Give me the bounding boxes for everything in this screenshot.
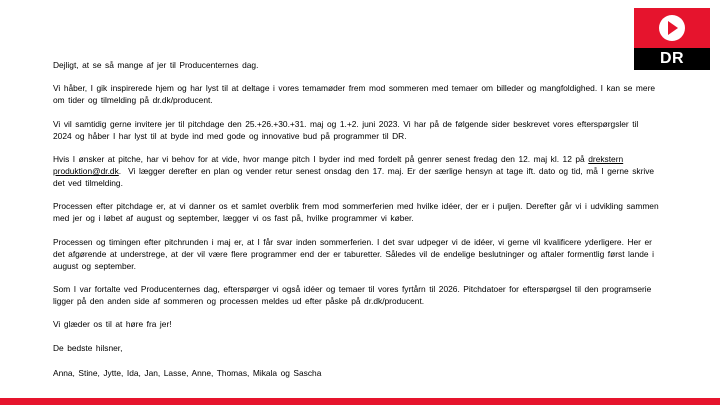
footer-red-bar: [0, 398, 720, 405]
dr-logo-red-block: [634, 8, 710, 48]
letter-paragraph-5: Processen og timingen efter pitchrunden i maj er, at I får svar inden sommerferien. I det svar udpeger vi de idéer, vi gerne vil kvalificere yderligere. Her er det afgørende at understrege, at der vil være flere programmer end der er taburetter. Således vil de endelige beslutninger og aftaler formentlig først lande i august og september.: [53, 236, 654, 271]
dr-play-circle-icon: [659, 15, 685, 41]
letter-paragraph-3-part-b: . Vi lægger derefter en plan og vender retur senest onsdag den 17. maj. Er der særlige hensyn at tage ift. dato og tid, må I gerne skrive det ved tilmelding.: [53, 166, 655, 188]
letter-closing-line: Vi glæder os til at høre fra jer!: [53, 319, 172, 330]
letter-paragraph-3: [53, 154, 660, 190]
letter-paragraph-1: Vi håber, I gik inspirerede hjem og har lyst til at deltage i vores temamøder frem mod sommeren med temaer om billeder og mangfoldighed. I kan se mere om tider og tilmelding på dr.dk/producent.: [53, 83, 656, 106]
letter-paragraph-2: Vi vil samtidig gerne invitere jer til pitchdage den 25.+26.+30.+31. maj og 1.+2. juni 2023. Vi har på de følgende sider beskrevet vores efterspørgsler til 2024 og håber I har lyst til at byde ind med gode og innovative bud på programmer til DR.: [53, 118, 639, 141]
letter-paragraph-6: Som I var fortalte ved Producenternes dag, efterspørger vi også idéer og temaer til vores fyrtårn til 2026. Pitchdatoer for efterspørgsel til den programserie ligger på den anden side af sommeren og processen meldes ud efter påske på dr.dk/producent.: [53, 283, 652, 306]
dr-wordmark: DR: [634, 48, 710, 70]
letter-paragraph-4: Processen efter pitchdage er, at vi danner os et samlet overblik frem mod sommerferien med hvilke idéer, der er i puljen. Derefter går vi i udvikling sammen med jer og i løbet af august og september, lægger vi os fast på, hvilke programmer vi køber.: [53, 201, 659, 224]
letter-signature: Anna, Stine, Jytte, Ida, Jan, Lasse, Anne, Thomas, Mikala og Sascha: [53, 368, 322, 379]
letter-body: [53, 60, 660, 380]
email-link[interactable]: drekstern produktion@dr.dk: [53, 154, 624, 177]
letter-paragraph-3-part-a: Hvis I ønsker at pitche, har vi behov for at vide, hvor mange pitch I byder ind med fordelt på genrer senest fredag den 12. maj kl. 12 på: [53, 154, 589, 165]
letter-sign-off: De bedste hilsner,: [53, 342, 123, 353]
letter-greeting: Dejligt, at se så mange af jer til Producenternes dag.: [53, 60, 259, 70]
